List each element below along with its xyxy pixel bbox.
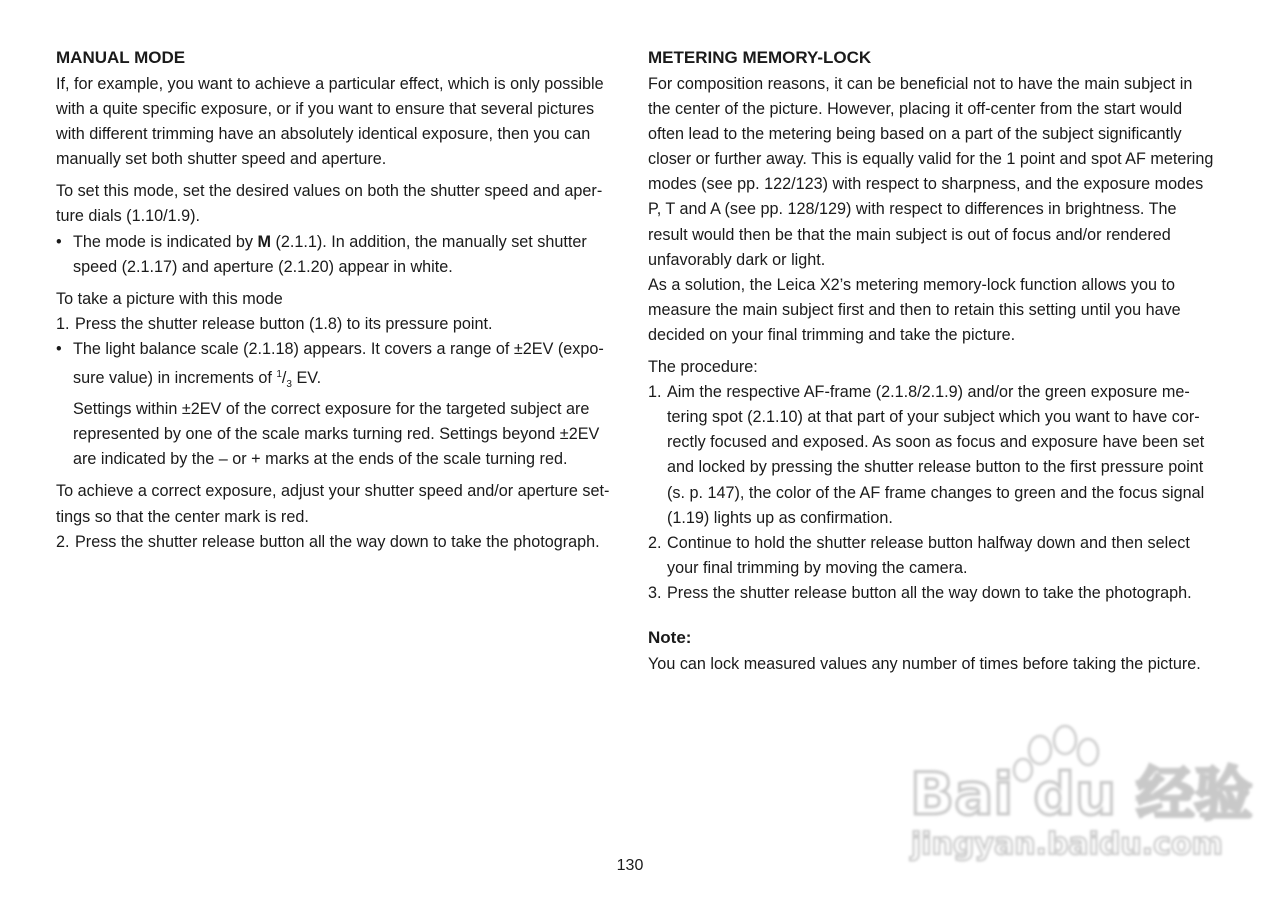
bullet-mode-indicator <box>56 230 616 280</box>
procedure-step-3 <box>648 581 1214 606</box>
step-text: Press the shutter release button all the way down to take the photograph. <box>75 532 600 551</box>
step-number: 1. <box>648 383 662 402</box>
procedure-label: The procedure: <box>648 358 758 377</box>
setup-paragraph: To set this mode, set the desired values on both the shutter speed and aper- ture dials (1.10/1.9). <box>56 182 603 226</box>
note-heading: Note: <box>648 627 692 647</box>
note-text: You can lock measured values any number of times before taking the picture. <box>648 654 1201 673</box>
step-text: Aim the respective AF-frame (2.1.8/2.1.9) and/or the green exposure me- tering spot (2.1.10) at that part of your subject which you want to have cor- rectly focused and exposed. As soon as focus and exposure have been set and locked by pressing the shutter release button to the first pressure point (s. p. 147), the color of the AF frame changes to green and the focus signal (1.19) lights up as confirmation. <box>667 383 1205 527</box>
step-number: 1. <box>56 314 70 333</box>
solution-paragraph: As a solution, the Leica X2’s metering memory-lock function allows you to measure the main subject first and then to retain this setting until you have decided on your final trimming and take the picture. <box>648 275 1181 344</box>
step-1 <box>56 312 616 337</box>
step-number: 3. <box>648 583 662 602</box>
baidu-watermark-logo <box>905 722 1253 862</box>
bullet-marker: • <box>56 339 62 358</box>
composition-paragraph: For composition reasons, it can be beneficial not to have the main subject in the center of the picture. However, placing it off-center from the start would often lead to the metering being based on a part of the subject significantly closer or further away. This is equally valid for the 1 point and spot AF metering modes (see pp. 122/123) with respect to sharpness, and the exposure modes P, T and A (see pp. 128/129) with respect to differences in brightness. The result would then be that the main subject is out of focus and/or rendered unfavorably dark or light. <box>648 75 1214 269</box>
fraction-slash: / <box>281 369 287 388</box>
section-heading-metering-memory-lock: METERING MEMORY-LOCK <box>648 48 872 67</box>
step-text: Press the shutter release button (1.8) to its pressure point. <box>75 314 493 333</box>
step-text: Continue to hold the shutter release button halfway down and then select your final trimming by moving the camera. <box>667 533 1190 577</box>
bullet-text-post: (2.1.1). In addition, the manually set shutter speed (2.1.17) and aperture (2.1.20) appear in white. <box>73 232 587 276</box>
step-2 <box>56 530 616 555</box>
procedure-step-1 <box>648 380 1214 531</box>
bullet-text-pre: The light balance scale (2.1.18) appears. It covers a range of ±2EV (expo- sure value) in increments of <box>73 339 604 388</box>
bullet-text-post: EV. <box>291 369 322 388</box>
procedure-step-2 <box>648 531 1214 581</box>
left-column <box>56 44 616 555</box>
watermark-brand: Bai du 经验 <box>910 760 1253 828</box>
intro-paragraph: If, for example, you want to achieve a particular effect, which is only possible with a quite specific exposure, or if you want to ensure that several pictures with different trimming have an absolutely identical exposure, then you can manually set both shutter speed and aperture. <box>56 75 604 169</box>
right-column <box>648 44 1214 677</box>
step-number: 2. <box>56 532 70 551</box>
bullet-light-balance <box>56 337 616 397</box>
fraction-numerator: 1 <box>276 369 282 381</box>
bullet-continuation: Settings within ±2EV of the correct exposure for the targeted subject are represented by one of the scale marks turning red. Settings beyond ±2EV are indicated by the – or + marks at the ends of the scale turning red. <box>73 400 600 469</box>
bullet-text-pre: The mode is indicated by <box>73 232 258 251</box>
section-heading-manual-mode: MANUAL MODE <box>56 48 186 67</box>
step-text: Press the shutter release button all the way down to take the photograph. <box>667 583 1192 602</box>
step-number: 2. <box>648 533 662 552</box>
watermark-url: jingyan.baidu.com <box>911 827 1223 862</box>
fraction-denominator: 3 <box>286 379 292 391</box>
mode-letter: M <box>257 232 271 251</box>
take-picture-intro: To take a picture with this mode <box>56 289 283 308</box>
correct-exposure-paragraph: To achieve a correct exposure, adjust your shutter speed and/or aperture set- tings so that the center mark is red. <box>56 482 610 526</box>
bullet-marker: • <box>56 232 62 251</box>
page-number: 130 <box>616 857 644 874</box>
